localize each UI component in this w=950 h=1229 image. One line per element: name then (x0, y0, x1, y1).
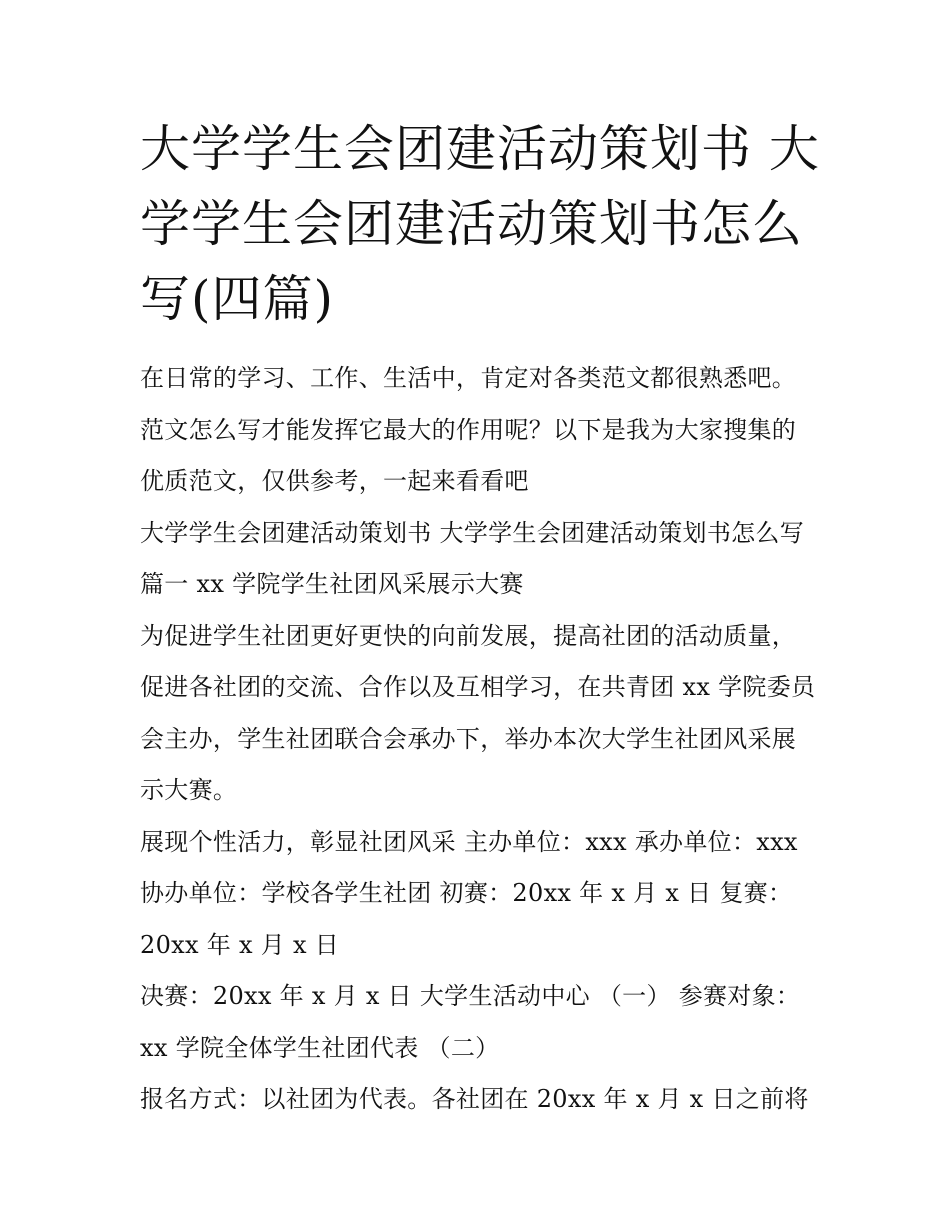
paragraph-section-heading: 大学学生会团建活动策划书 大学学生会团建活动策划书怎么写篇一 xx 学院学生社团风采展示大赛 (140, 518, 805, 598)
paragraph-registration: 报名方式：以社团为代表。各社团在 20xx 年 x 月 x 日之前将 (140, 1085, 809, 1113)
paragraph-intro: 在日常的学习、工作、生活中，肯定对各类范文都很熟悉吧。范文怎么写才能发挥它最大的作用呢？以下是我为大家搜集的优质范文，仅供参考，一起来看看吧 (140, 364, 797, 495)
paragraph-purpose: 为促进学生社团更好更快的向前发展，提高社团的活动质量，促进各社团的交流、合作以及互相学习，在共青团 xx 学院委员会主办，学生社团联合会承办下，举办本次大学生社团风采展示大赛。 (140, 621, 816, 804)
paragraph-organizers: 展现个性活力，彰显社团风采 主办单位：xxx 承办单位：xxx 协办单位：学校各学生社团 初赛：20xx 年 x 月 x 日 复赛：20xx 年 x 月 x 日 (140, 827, 798, 959)
document-title: 大学学生会团建活动策划书 大学学生会团建活动策划书怎么写(四篇) (140, 120, 820, 328)
paragraph-final-round: 决赛：20xx 年 x 月 x 日 大学生活动中心 （一） 参赛对象：xx 学院全体学生社团代表 （二） (140, 982, 801, 1062)
document-body (140, 353, 820, 1126)
